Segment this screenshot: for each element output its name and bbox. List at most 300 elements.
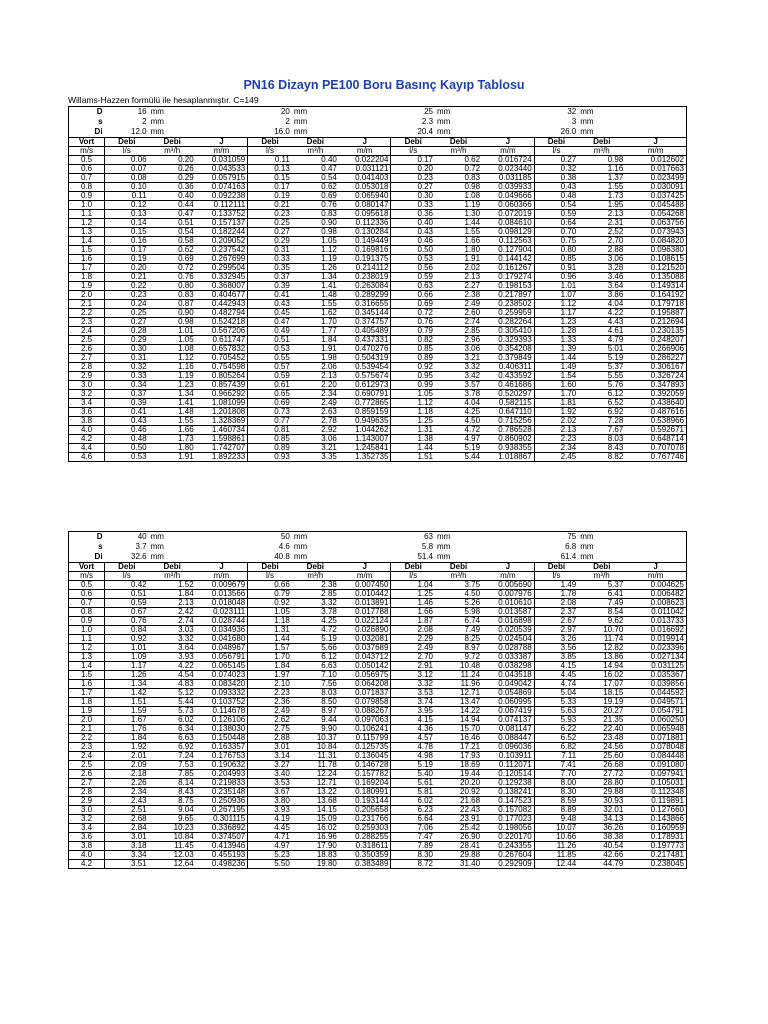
table-cell: 2.38 xyxy=(292,581,339,590)
unit-mm: mm xyxy=(150,542,164,551)
table-cell: 0.336892 xyxy=(196,824,248,833)
table-cell: 0.79 xyxy=(391,327,435,336)
table-cell: 25.42 xyxy=(435,824,482,833)
table-cell: 1.04 xyxy=(391,581,435,590)
table-cell: 1.70 xyxy=(534,390,578,399)
table-cell: 9.48 xyxy=(534,815,578,824)
table-cell: 0.039856 xyxy=(625,680,686,689)
table-cell: 0.120514 xyxy=(482,770,534,779)
unit-mm-ratio: m/m xyxy=(339,572,391,581)
table-cell: 0.949635 xyxy=(339,417,391,426)
table-cell: 0.56 xyxy=(391,264,435,273)
table-cell: 1.31 xyxy=(391,426,435,435)
table-cell: 2.20 xyxy=(292,381,339,390)
table-row xyxy=(69,435,687,444)
table-cell: 0.374507 xyxy=(196,833,248,842)
unit-mm: mm xyxy=(150,127,164,136)
table-cell: 0.043518 xyxy=(482,671,534,680)
table-cell: 0.097941 xyxy=(625,770,686,779)
table-cell: 7.85 xyxy=(149,770,196,779)
table-cell: 1.4 xyxy=(69,237,105,246)
table-cell: 2.52 xyxy=(578,228,625,237)
table-row xyxy=(69,662,687,671)
table-cell: 3.4 xyxy=(69,399,105,408)
table-cell: 1.352735 xyxy=(339,453,391,462)
table-cell: 1.34 xyxy=(292,273,339,282)
table-cell: 0.95 xyxy=(391,372,435,381)
table-cell: 0.13 xyxy=(105,210,149,219)
table-cell: 11.96 xyxy=(435,680,482,689)
table-cell: 0.238045 xyxy=(625,860,686,869)
table-cell: 0.130284 xyxy=(339,228,391,237)
table-cell: 6.02 xyxy=(391,797,435,806)
table-cell: 0.470276 xyxy=(339,345,391,354)
table-cell: 0.050142 xyxy=(339,662,391,671)
table-row xyxy=(69,860,687,869)
table-cell: 0.92 xyxy=(105,635,149,644)
table-cell: 0.17 xyxy=(391,156,435,165)
table-cell: 3.74 xyxy=(391,698,435,707)
table-cell: 2.85 xyxy=(435,327,482,336)
table-cell: 0.47 xyxy=(149,210,196,219)
table-cell: 7.67 xyxy=(578,426,625,435)
table-cell: 1.26 xyxy=(292,264,339,273)
table-cell: 1.18 xyxy=(248,617,292,626)
spacer-cell xyxy=(625,532,686,543)
table-cell: 1.41 xyxy=(292,282,339,291)
table-cell: 0.39 xyxy=(248,282,292,291)
table-cell: 2.23 xyxy=(248,689,292,698)
table-row xyxy=(69,192,687,201)
table-row xyxy=(69,201,687,210)
table-cell: 0.98 xyxy=(435,183,482,192)
table-cell: 0.096036 xyxy=(482,743,534,752)
table-cell: 2.2 xyxy=(69,734,105,743)
table-cell: 0.23 xyxy=(391,174,435,183)
table-cell: 2.3 xyxy=(69,743,105,752)
table-cell: 5.37 xyxy=(578,581,625,590)
table-cell: 0.29 xyxy=(149,174,196,183)
table-cell: 9.62 xyxy=(578,617,625,626)
table-cell: 3.0 xyxy=(69,381,105,390)
spacer-cell xyxy=(625,107,686,118)
param-label: Di xyxy=(69,127,105,138)
table-cell: 0.69 xyxy=(248,399,292,408)
table-cell: 1.6 xyxy=(69,255,105,264)
table-cell: 3.8 xyxy=(69,417,105,426)
table-cell: 12.44 xyxy=(534,860,578,869)
table-cell: 3.42 xyxy=(435,372,482,381)
table-row xyxy=(69,363,687,372)
table-cell: 10.07 xyxy=(534,824,578,833)
table-cell: 0.21 xyxy=(105,273,149,282)
table-cell: 0.267699 xyxy=(196,255,248,264)
table-cell: 0.133752 xyxy=(196,210,248,219)
table-cell: 1.60 xyxy=(534,381,578,390)
table-cell: 2.84 xyxy=(105,824,149,833)
table-cell: 14.94 xyxy=(435,716,482,725)
table-cell: 6.23 xyxy=(391,806,435,815)
table-cell: 0.612973 xyxy=(339,381,391,390)
table-row xyxy=(69,408,687,417)
table-cell: 0.657832 xyxy=(196,345,248,354)
table-cell: 2.02 xyxy=(534,417,578,426)
table-cell: 0.080147 xyxy=(339,201,391,210)
table-cell: 1.16 xyxy=(578,165,625,174)
table-cell: 0.136045 xyxy=(339,752,391,761)
table-cell: 0.98 xyxy=(292,228,339,237)
unit-mm: mm xyxy=(580,117,594,126)
table-row xyxy=(69,644,687,653)
table-cell: 8.54 xyxy=(578,608,625,617)
table-cell: 6.12 xyxy=(292,653,339,662)
table-cell: 0.031185 xyxy=(482,174,534,183)
table-cell: 0.582115 xyxy=(482,399,534,408)
table-cell: 14.22 xyxy=(435,707,482,716)
table-cell: 0.39 xyxy=(105,399,149,408)
table-cell: 4.22 xyxy=(149,662,196,671)
table-cell: 0.169204 xyxy=(339,779,391,788)
table-row xyxy=(69,734,687,743)
table-cell: 2.9 xyxy=(69,797,105,806)
header-debi-m3h: Debi xyxy=(292,138,339,147)
table-cell: 4.79 xyxy=(578,336,625,345)
pipe-param-row-s xyxy=(69,117,687,127)
table-cell: 0.81 xyxy=(248,426,292,435)
table-cell: 0.5 xyxy=(69,156,105,165)
table-cell: 2.67 xyxy=(534,617,578,626)
header-debi-m3h: Debi xyxy=(149,138,196,147)
table-cell: 2.51 xyxy=(105,806,149,815)
unit-ms: m/s xyxy=(69,147,105,156)
table-cell: 10.70 xyxy=(578,626,625,635)
table-row xyxy=(69,183,687,192)
table-cell: 8.30 xyxy=(391,851,435,860)
table-cell: 0.80 xyxy=(149,282,196,291)
table-cell: 7.53 xyxy=(149,761,196,770)
table-cell: 0.032081 xyxy=(339,635,391,644)
table-cell: 2.13 xyxy=(435,273,482,282)
table-cell: 1.42 xyxy=(105,689,149,698)
table-cell: 2.37 xyxy=(534,608,578,617)
table-cell: 12.64 xyxy=(149,860,196,869)
table-cell: 0.013891 xyxy=(339,599,391,608)
table-cell: 4.25 xyxy=(292,617,339,626)
table-row xyxy=(69,309,687,318)
table-cell: 0.32 xyxy=(534,165,578,174)
table-cell: 19.19 xyxy=(578,698,625,707)
table-cell: 0.013733 xyxy=(625,617,686,626)
spacer-cell xyxy=(339,117,391,127)
table-cell: 0.220170 xyxy=(482,833,534,842)
table-cell: 12.71 xyxy=(292,779,339,788)
table-cell: 9.44 xyxy=(292,716,339,725)
unit-mm: mm xyxy=(437,542,451,551)
table-cell: 0.197773 xyxy=(625,842,686,851)
table-cell: 2.2 xyxy=(69,309,105,318)
table-cell: 2.49 xyxy=(248,707,292,716)
spacer-cell xyxy=(339,107,391,118)
table-cell: 1.19 xyxy=(292,255,339,264)
table-cell: 4.2 xyxy=(69,435,105,444)
table-cell: 0.40 xyxy=(149,192,196,201)
table-cell: 36.26 xyxy=(578,824,625,833)
table-cell: 0.83 xyxy=(292,210,339,219)
table-cell: 0.50 xyxy=(105,444,149,453)
table-cell: 0.437331 xyxy=(339,336,391,345)
header-vort: Vort xyxy=(69,138,105,147)
table-cell: 0.301115 xyxy=(196,815,248,824)
unit-mm-ratio: m/m xyxy=(196,572,248,581)
table-cell: 0.238019 xyxy=(339,273,391,282)
table-cell: 1.23 xyxy=(149,381,196,390)
table-cell: 0.54 xyxy=(149,228,196,237)
table-cell: 0.023440 xyxy=(482,165,534,174)
table-cell: 1.2 xyxy=(69,219,105,228)
table-cell: 0.119891 xyxy=(625,797,686,806)
table-cell: 0.404677 xyxy=(196,291,248,300)
table-cell: 0.41 xyxy=(248,291,292,300)
table-cell: 0.43 xyxy=(391,228,435,237)
table-cell: 0.438640 xyxy=(625,399,686,408)
table-cell: 8.03 xyxy=(578,435,625,444)
table-cell: 5.73 xyxy=(149,707,196,716)
header-debi-ls: Debi xyxy=(391,563,435,572)
table-cell: 0.049666 xyxy=(482,192,534,201)
table-cell: 0.084610 xyxy=(482,219,534,228)
unit-mm: mm xyxy=(435,107,482,118)
table-cell: 8.43 xyxy=(578,444,625,453)
table-cell: 0.34 xyxy=(105,381,149,390)
table-cell: 1.41 xyxy=(149,399,196,408)
table-cell: 1.31 xyxy=(248,626,292,635)
unit-m3h: m³/h xyxy=(435,147,482,156)
header-debi-m3h: Debi xyxy=(578,138,625,147)
table-cell: 3.53 xyxy=(391,689,435,698)
table-cell: 5.44 xyxy=(435,453,482,462)
table-cell: 0.157082 xyxy=(482,806,534,815)
table-cell: 0.084820 xyxy=(625,237,686,246)
pipe-param-row-d xyxy=(69,107,687,118)
table-row xyxy=(69,390,687,399)
table-cell: 3.80 xyxy=(248,797,292,806)
table-cell: 2.4 xyxy=(69,752,105,761)
table-cell: 0.59 xyxy=(391,273,435,282)
table-cell: 0.33 xyxy=(391,201,435,210)
table-cell: 0.214112 xyxy=(339,264,391,273)
pipe-d-value: 32 xyxy=(534,107,578,118)
header-debi-ls: Debi xyxy=(391,138,435,147)
table-cell: 0.219833 xyxy=(196,779,248,788)
unit-mm: mm xyxy=(580,552,594,561)
table-cell: 0.010442 xyxy=(339,590,391,599)
table-cell: 0.074163 xyxy=(196,183,248,192)
table-cell: 0.66 xyxy=(391,291,435,300)
table-cell: 0.054791 xyxy=(625,707,686,716)
table-cell: 10.66 xyxy=(534,833,578,842)
table-cell: 5.04 xyxy=(534,689,578,698)
table-cell: 1.4 xyxy=(69,662,105,671)
table-cell: 4.45 xyxy=(248,824,292,833)
table-cell: 0.347893 xyxy=(625,381,686,390)
table-cell: 1.52 xyxy=(149,581,196,590)
table-cell: 0.90 xyxy=(149,309,196,318)
table-cell: 3.40 xyxy=(248,770,292,779)
table-cell: 0.027134 xyxy=(625,653,686,662)
table-cell: 0.149314 xyxy=(625,282,686,291)
table-cell: 0.47 xyxy=(248,318,292,327)
table-cell: 6.63 xyxy=(292,662,339,671)
table-cell: 0.92 xyxy=(248,599,292,608)
table-row xyxy=(69,806,687,815)
table-cell: 0.13 xyxy=(248,165,292,174)
table-cell: 0.026890 xyxy=(339,626,391,635)
table-cell: 0.455193 xyxy=(196,851,248,860)
table-cell: 0.24 xyxy=(105,300,149,309)
table-cell: 0.235148 xyxy=(196,788,248,797)
table-row xyxy=(69,770,687,779)
header-debi-m3h: Debi xyxy=(435,563,482,572)
spacer-cell xyxy=(625,542,686,552)
table-cell: 0.177023 xyxy=(482,815,534,824)
table-cell: 12.24 xyxy=(292,770,339,779)
table-cell: 0.350359 xyxy=(339,851,391,860)
table-cell: 8.59 xyxy=(534,797,578,806)
table-cell: 8.25 xyxy=(435,635,482,644)
table-cell: 0.078048 xyxy=(625,743,686,752)
table-cell: 3.93 xyxy=(149,653,196,662)
table-cell: 4.6 xyxy=(69,453,105,462)
table-cell: 4.04 xyxy=(578,300,625,309)
table-cell: 1.3 xyxy=(69,228,105,237)
table-cell: 0.76 xyxy=(292,201,339,210)
table-cell: 0.433592 xyxy=(482,372,534,381)
table-cell: 0.106241 xyxy=(339,725,391,734)
table-cell: 5.81 xyxy=(391,788,435,797)
header-j: J xyxy=(482,563,534,572)
table-cell: 0.045488 xyxy=(625,201,686,210)
table-cell: 9.90 xyxy=(292,725,339,734)
table-cell: 1.57 xyxy=(248,644,292,653)
table-cell: 0.023499 xyxy=(625,174,686,183)
table-cell: 0.29 xyxy=(105,336,149,345)
table-cell: 0.77 xyxy=(248,417,292,426)
spacer-cell xyxy=(625,117,686,127)
table-cell: 0.383489 xyxy=(339,860,391,869)
table-cell: 0.067419 xyxy=(482,707,534,716)
table-cell: 1.6 xyxy=(69,680,105,689)
table-cell: 0.031121 xyxy=(339,165,391,174)
table-row xyxy=(69,246,687,255)
table-cell: 0.009679 xyxy=(196,581,248,590)
table-cell: 18.83 xyxy=(292,851,339,860)
table-cell: 1.66 xyxy=(435,237,482,246)
table-cell: 0.266906 xyxy=(625,345,686,354)
table-cell: 1.143007 xyxy=(339,435,391,444)
table-cell: 0.860902 xyxy=(482,435,534,444)
table-cell: 14.15 xyxy=(292,806,339,815)
table-cell: 0.11 xyxy=(248,156,292,165)
table-cell: 4.50 xyxy=(435,590,482,599)
table-row xyxy=(69,345,687,354)
table-cell: 2.18 xyxy=(105,770,149,779)
table-cell: 2.6 xyxy=(69,770,105,779)
table-cell: 0.007450 xyxy=(339,581,391,590)
table-cell: 15.70 xyxy=(435,725,482,734)
table-row xyxy=(69,372,687,381)
table-cell: 2.92 xyxy=(292,426,339,435)
table-cell: 0.190632 xyxy=(196,761,248,770)
table-cell: 29.88 xyxy=(578,788,625,797)
table-cell: 1.48 xyxy=(292,291,339,300)
pipe-s-value: 4.6 xyxy=(278,542,290,551)
table-cell: 0.126106 xyxy=(196,716,248,725)
table-cell: 0.034936 xyxy=(196,626,248,635)
table-cell: 1.5 xyxy=(69,671,105,680)
table-cell: 1.59 xyxy=(105,707,149,716)
spacer-cell xyxy=(196,542,248,552)
table-cell: 0.8 xyxy=(69,608,105,617)
pipe-di-value: 16.0 xyxy=(274,127,290,136)
table-cell: 8.43 xyxy=(149,788,196,797)
table-cell: 0.112336 xyxy=(339,219,391,228)
table-cell: 1.19 xyxy=(149,372,196,381)
table-row xyxy=(69,444,687,453)
table-cell: 0.060995 xyxy=(482,698,534,707)
unit-mm: mm xyxy=(149,532,196,543)
table-cell: 21.68 xyxy=(435,797,482,806)
header-j: J xyxy=(625,138,686,147)
unit-ls: l/s xyxy=(105,147,149,156)
table-cell: 0.61 xyxy=(248,381,292,390)
unit-m3h: m³/h xyxy=(578,147,625,156)
table-cell: 0.82 xyxy=(391,336,435,345)
table-cell: 0.146728 xyxy=(339,761,391,770)
table-cell: 0.160959 xyxy=(625,824,686,833)
table-cell: 22.40 xyxy=(578,725,625,734)
table-cell: 0.772865 xyxy=(339,399,391,408)
table-cell: 0.198056 xyxy=(482,824,534,833)
unit-row xyxy=(69,572,687,581)
table-cell: 13.22 xyxy=(292,788,339,797)
table-cell: 0.539454 xyxy=(339,363,391,372)
table-cell: 3.64 xyxy=(578,282,625,291)
table-cell: 3.03 xyxy=(149,626,196,635)
table-cell: 2.5 xyxy=(69,336,105,345)
table-cell: 0.47 xyxy=(292,165,339,174)
table-cell: 5.23 xyxy=(248,851,292,860)
table-cell: 10.23 xyxy=(149,824,196,833)
table-cell: 0.157782 xyxy=(339,770,391,779)
table-cell: 0.195887 xyxy=(625,309,686,318)
table-cell: 0.504319 xyxy=(339,354,391,363)
table-cell: 1.73 xyxy=(149,435,196,444)
table-cell: 1.91 xyxy=(292,345,339,354)
table-cell: 0.049042 xyxy=(482,680,534,689)
table-cell: 2.6 xyxy=(69,345,105,354)
table-row xyxy=(69,590,687,599)
table-cell: 0.193144 xyxy=(339,797,391,806)
table-cell: 0.135088 xyxy=(625,273,686,282)
table-cell: 0.093332 xyxy=(196,689,248,698)
table-cell: 0.859159 xyxy=(339,408,391,417)
table-cell: 2.49 xyxy=(292,399,339,408)
table-cell: 0.248207 xyxy=(625,336,686,345)
table-row xyxy=(69,581,687,590)
table-cell: 2.49 xyxy=(435,300,482,309)
table-cell: 0.259303 xyxy=(339,824,391,833)
table-row xyxy=(69,174,687,183)
